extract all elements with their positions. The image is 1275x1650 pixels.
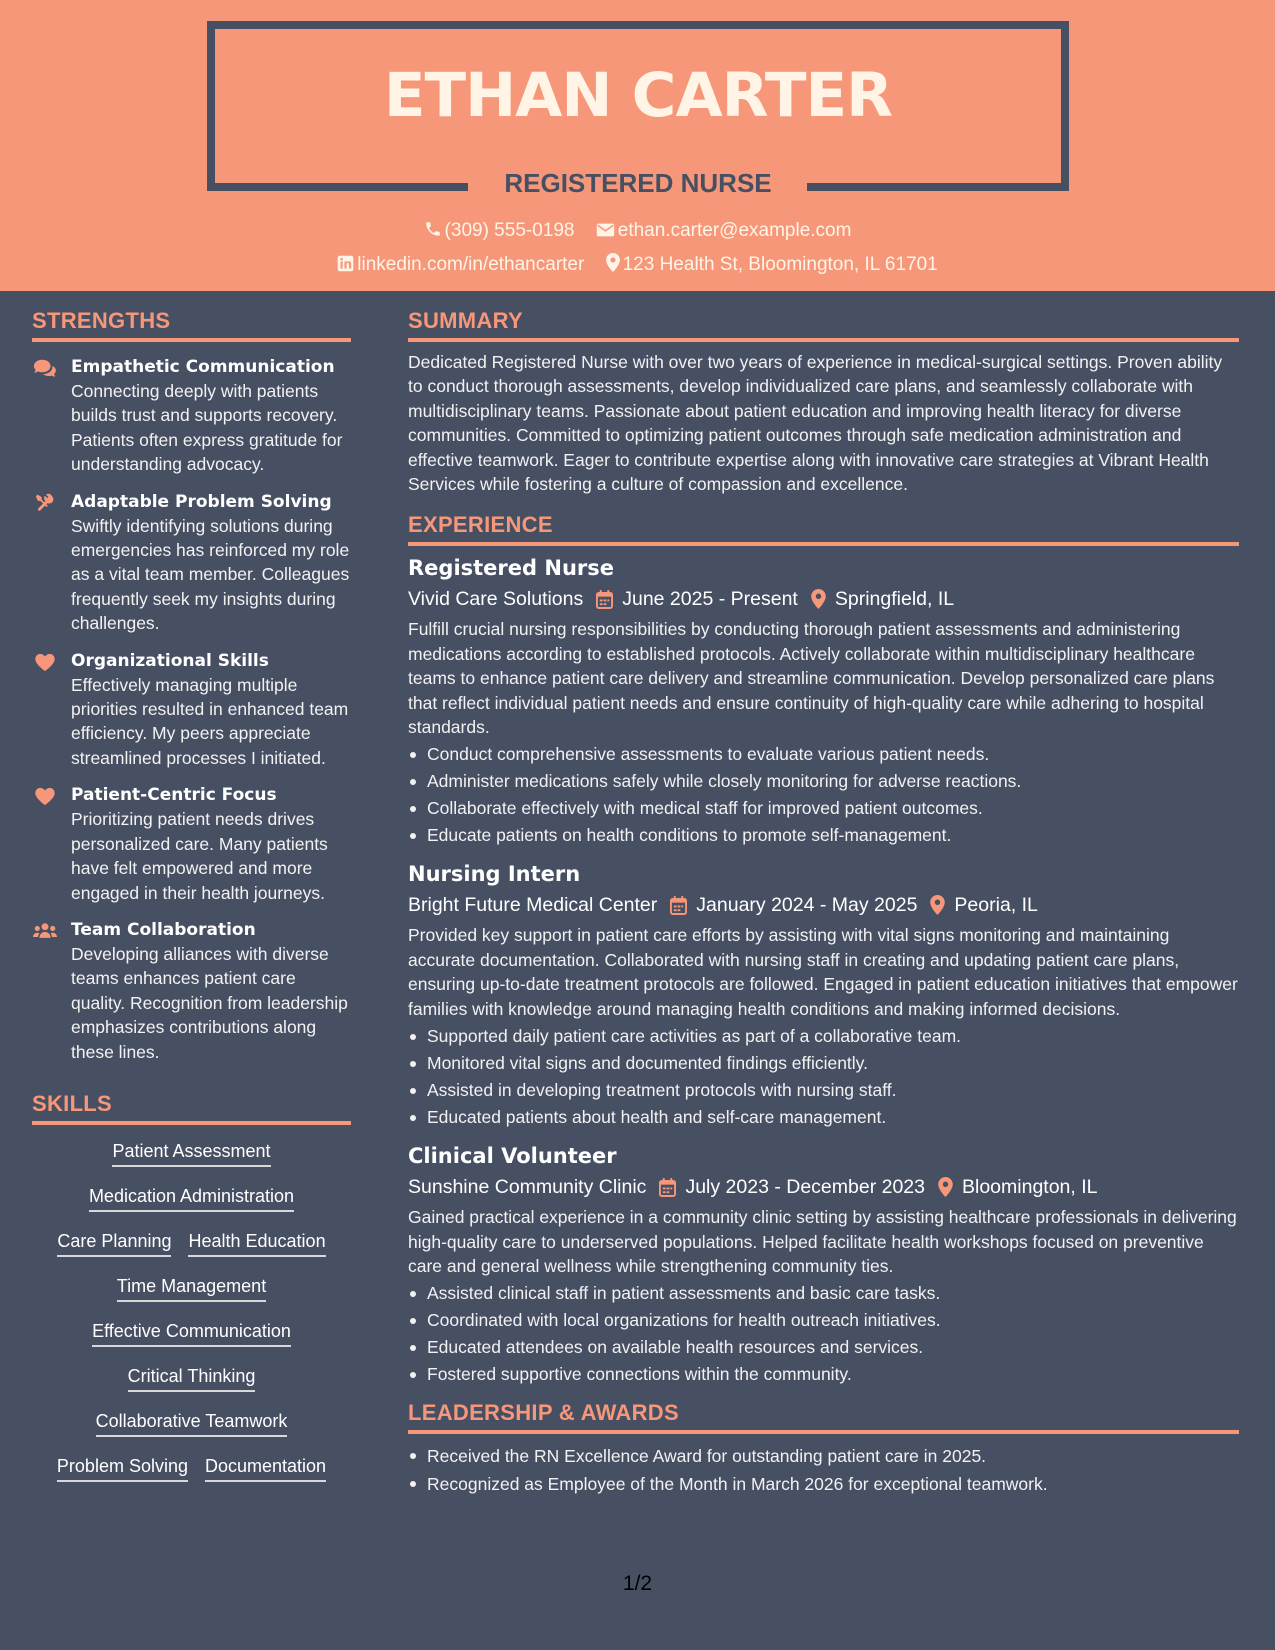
awards-list bbox=[408, 1442, 1239, 1498]
job-entry bbox=[408, 553, 1239, 849]
phone-icon bbox=[424, 220, 442, 238]
strength-title: Adaptable Problem Solving bbox=[71, 491, 332, 512]
skill-row bbox=[32, 1360, 351, 1405]
page-number: 1/2 bbox=[622, 1572, 653, 1595]
map-marker-icon bbox=[811, 589, 826, 609]
job-description: Gained practical experience in a community clinic setting by assisting healthcare professionals in delivering high-quality care to underserved populations. Helped facilitate health workshops focused on preventive care and general wellness while strengthening community ties. bbox=[408, 1207, 1237, 1276]
strength-description: Effectively managing multiple priorities resulted in enhanced team efficiency. My peers appreciate streamlined processes I initiated. bbox=[71, 674, 349, 768]
strength-item bbox=[32, 490, 351, 636]
list-item: Supported daily patient care activities as part of a collaborative team. bbox=[408, 1023, 1239, 1050]
skill-row bbox=[32, 1180, 351, 1225]
map-marker-icon bbox=[606, 253, 620, 272]
skill-row bbox=[32, 1225, 351, 1270]
job-entry bbox=[408, 1141, 1239, 1388]
job-entry bbox=[408, 859, 1239, 1131]
list-item: Assisted clinical staff in patient assessments and basic care tasks. bbox=[408, 1280, 1239, 1307]
skill-tag: Effective Communication bbox=[92, 1321, 291, 1347]
strength-description: Developing alliances with diverse teams enhances patient care quality. Recognition from leadership emphasizes contributions along these lines. bbox=[71, 943, 348, 1062]
strength-description: Swiftly identifying solutions during emergencies has reinforced my role as a vital team member. Colleagues frequently seek my insights during challenges. bbox=[71, 515, 350, 634]
summary-heading: SUMMARY bbox=[408, 308, 1239, 342]
leadership-heading: LEADERSHIP & AWARDS bbox=[408, 1400, 1239, 1434]
skills-list bbox=[32, 1125, 351, 1495]
right-column bbox=[408, 308, 1239, 1498]
experience-heading: EXPERIENCE bbox=[408, 512, 1239, 546]
job-location: Peoria, IL bbox=[954, 894, 1038, 917]
job-dates: June 2025 - Present bbox=[622, 588, 798, 611]
heart-icon bbox=[33, 652, 57, 672]
job-bullets bbox=[408, 1023, 1239, 1131]
list-item: Recognized as Employee of the Month in March 2026 for exceptional teamwork. bbox=[408, 1470, 1239, 1498]
list-item: Coordinated with local organizations for health outreach initiatives. bbox=[408, 1307, 1239, 1334]
map-marker-icon bbox=[938, 1177, 953, 1197]
job-meta bbox=[408, 583, 1239, 615]
company-name: Bright Future Medical Center bbox=[408, 894, 658, 917]
company-name: Vivid Care Solutions bbox=[408, 588, 584, 611]
job-description: Provided key support in patient care efforts by assisting with vital signs monitoring and maintaining accurate documentation. Collaborated with nursing staff in creating and updating patient care plans, ensuring up-to-date treatment protocols are followed. Engaged in patient education initiatives that empower families with knowledge around managing health conditions and making informed decisions. bbox=[408, 925, 1238, 1019]
contact-address bbox=[606, 253, 938, 276]
strength-title: Empathetic Communication bbox=[71, 357, 335, 377]
list-item: Received the RN Excellence Award for outstanding patient care in 2025. bbox=[408, 1442, 1239, 1470]
calendar-icon bbox=[670, 896, 687, 915]
skill-row bbox=[32, 1270, 351, 1315]
list-item: Administer medications safely while closely monitoring for adverse reactions. bbox=[408, 768, 1239, 795]
contact-phone[interactable] bbox=[424, 220, 575, 242]
contact-linkedin[interactable] bbox=[337, 254, 584, 276]
contact-row-2 bbox=[0, 253, 1275, 276]
list-item: Educate patients on health conditions to promote self-management. bbox=[408, 822, 1239, 849]
list-item: Educated patients about health and self-care management. bbox=[408, 1104, 1239, 1131]
job-meta bbox=[408, 1171, 1239, 1203]
address-text: 123 Health St, Bloomington, IL 61701 bbox=[622, 254, 938, 275]
skill-tag: Patient Assessment bbox=[112, 1141, 270, 1167]
linkedin-icon bbox=[337, 255, 354, 272]
strength-item bbox=[32, 649, 351, 771]
job-dates: July 2023 - December 2023 bbox=[685, 1176, 925, 1199]
job-description: Fulfill crucial nursing responsibilities by conducting thorough patient assessments and administering medications according to established protocols. Actively collaborate within multidisciplinary healthcare teams to enhance patient care delivery and streamline communication. Develop personalized care plans that reflect individual patient needs and ensure continuity of high-quality care while adhering to hospital standards. bbox=[408, 619, 1215, 738]
job-location: Springfield, IL bbox=[834, 588, 955, 611]
map-marker-icon bbox=[930, 895, 945, 915]
list-item: Conduct comprehensive assessments to evaluate various patient needs. bbox=[408, 741, 1239, 768]
job-bullets bbox=[408, 741, 1239, 849]
contact-email[interactable] bbox=[596, 220, 852, 242]
strength-item bbox=[32, 783, 351, 905]
left-column bbox=[32, 308, 351, 1495]
list-item: Monitored vital signs and documented findings efficiently. bbox=[408, 1050, 1239, 1077]
skill-row bbox=[32, 1405, 351, 1450]
linkedin-text: linkedin.com/in/ethancarter bbox=[357, 254, 585, 275]
email-text: ethan.carter@example.com bbox=[617, 220, 852, 241]
resume-header bbox=[0, 0, 1275, 291]
job-location: Bloomington, IL bbox=[962, 1176, 1098, 1199]
envelope-icon bbox=[596, 222, 615, 238]
skill-tag: Time Management bbox=[117, 1276, 266, 1302]
job-title: Clinical Volunteer bbox=[408, 1144, 617, 1169]
skill-tag: Documentation bbox=[205, 1456, 326, 1482]
job-title: Nursing Intern bbox=[408, 862, 581, 887]
strength-title: Patient-Centric Focus bbox=[71, 785, 277, 806]
phone-text: (309) 555-0198 bbox=[444, 220, 575, 241]
skill-tag: Medication Administration bbox=[89, 1186, 294, 1212]
strengths-heading: STRENGTHS bbox=[32, 308, 351, 342]
skill-row bbox=[32, 1450, 351, 1495]
skill-tag: Health Education bbox=[188, 1231, 325, 1257]
summary-text: Dedicated Registered Nurse with over two years of experience in medical-surgical settings. Proven ability to conduct thorough assessments, develop individualized care plans, and seamlessly collaborate with multidisciplinary teams. Passionate about patient education and improving health literacy for diverse communities. Committed to optimizing patient outcomes through safe medication administration and effective teamwork. Eager to contribute expertise along with innovative care strategies at Vibrant Health Services while fostering a culture of compassion and excellence. bbox=[408, 352, 1223, 495]
skill-tag: Problem Solving bbox=[57, 1456, 188, 1482]
job-dates: January 2024 - May 2025 bbox=[696, 894, 918, 917]
skills-heading: SKILLS bbox=[32, 1091, 351, 1125]
strength-description: Prioritizing patient needs drives personalized care. Many patients have felt empowered and more engaged in their health journeys. bbox=[71, 809, 328, 903]
candidate-name: ETHAN CARTER bbox=[383, 60, 893, 131]
strength-description: Connecting deeply with patients builds trust and supports recovery. Patients often express gratitude for understanding advocacy. bbox=[71, 381, 343, 475]
strength-title: Team Collaboration bbox=[71, 919, 256, 940]
strength-title: Organizational Skills bbox=[71, 650, 269, 671]
list-item: Collaborate effectively with medical staff for improved patient outcomes. bbox=[408, 795, 1239, 822]
list-item: Assisted in developing treatment protocols with nursing staff. bbox=[408, 1077, 1239, 1104]
heart-icon bbox=[33, 786, 57, 806]
strength-item bbox=[32, 355, 351, 477]
job-title-heading: REGISTERED NURSE bbox=[504, 168, 772, 198]
strength-item bbox=[32, 918, 351, 1064]
skill-row bbox=[32, 1315, 351, 1360]
job-meta bbox=[408, 889, 1239, 921]
calendar-icon bbox=[596, 590, 613, 609]
skill-row bbox=[32, 1135, 351, 1180]
contact-row-1 bbox=[0, 220, 1275, 242]
skill-tag: Care Planning bbox=[57, 1231, 171, 1257]
company-name: Sunshine Community Clinic bbox=[408, 1176, 647, 1199]
job-title: Registered Nurse bbox=[408, 556, 614, 581]
skill-tag: Critical Thinking bbox=[128, 1366, 256, 1392]
list-item: Educated attendees on available health resources and services. bbox=[408, 1334, 1239, 1361]
job-bullets bbox=[408, 1280, 1239, 1388]
list-item: Fostered supportive connections within the community. bbox=[408, 1361, 1239, 1388]
tools-icon bbox=[33, 493, 57, 513]
users-icon bbox=[33, 921, 57, 941]
calendar-icon bbox=[659, 1178, 676, 1197]
comments-icon bbox=[33, 358, 57, 378]
skill-tag: Collaborative Teamwork bbox=[96, 1411, 288, 1437]
